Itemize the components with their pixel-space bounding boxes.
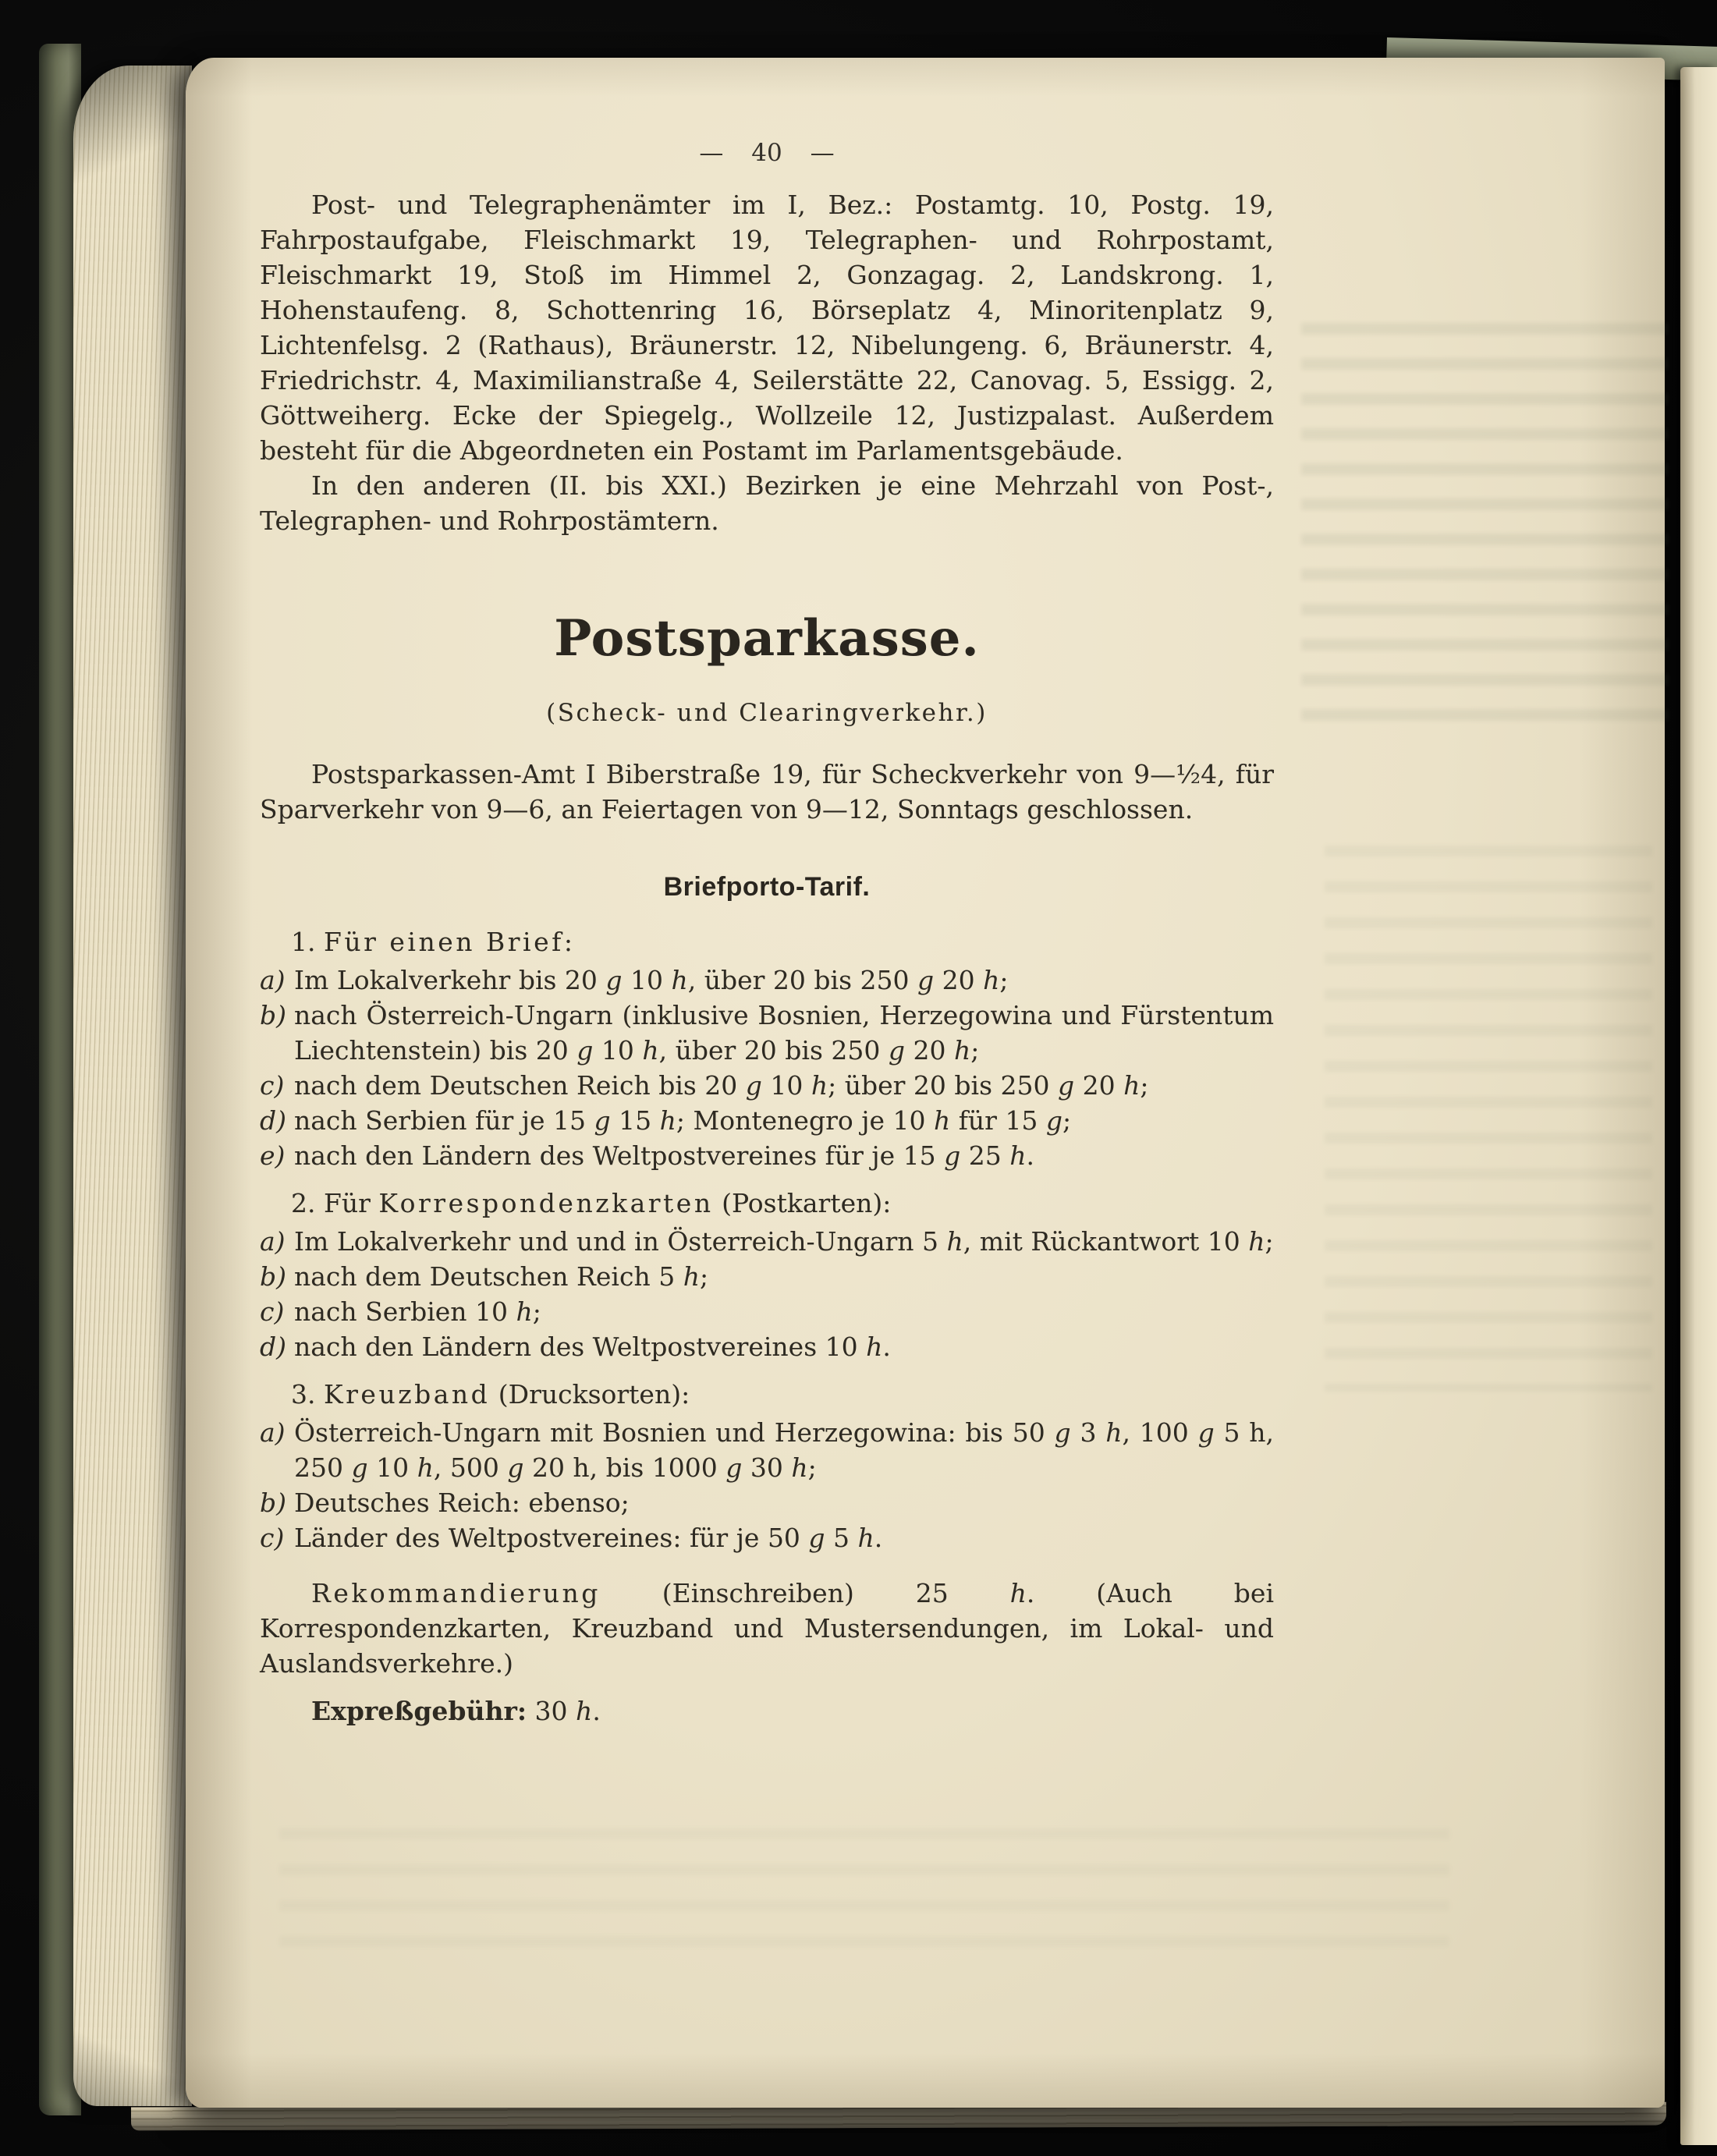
tariff-item-3a: [260, 1415, 1274, 1485]
item-label: e): [260, 1140, 286, 1171]
tariff-item-3b: [260, 1485, 1274, 1520]
tariff-title: Briefporto-Tarif.: [663, 872, 871, 902]
paragraph-express-fee: Expreßgebühr: 30 h.: [311, 1696, 601, 1726]
tariff-item-2c: [260, 1294, 1274, 1329]
tariff-item-1d: [260, 1103, 1274, 1138]
page-number: — 40 —: [699, 139, 835, 167]
item-label: d): [260, 1332, 286, 1362]
tariff-group-1-heading: 1. Für einen Brief:: [291, 927, 573, 957]
paragraph-districts: In den anderen (II. bis XXI.) Bezirken je eine Mehrzahl von Post-, Telegraphen- und Rohrpostämtern.: [260, 470, 1274, 536]
item-label: a): [260, 1226, 286, 1257]
tariff-item-2a: [260, 1224, 1274, 1259]
item-label: c): [260, 1070, 285, 1101]
page-content: [260, 139, 1274, 1729]
section-title: Postsparkasse.: [554, 609, 980, 668]
item-text: nach Österreich-Ungarn (inklusive Bosnien, Herzegowina und Fürstentum Liechtenstein) bis 20 g 10 h, über 20 bis 250 g 20 h;: [294, 1000, 1274, 1066]
ink-bleedthrough: [279, 1828, 1449, 1961]
ink-bleedthrough: [1301, 323, 1668, 744]
item-label: b): [260, 1261, 286, 1292]
item-text: Im Lokalverkehr und und in Österreich-Ungarn 5 h, mit Rückantwort 10 h;: [294, 1226, 1274, 1257]
tariff-item-3c: [260, 1520, 1274, 1555]
item-label: b): [260, 1488, 286, 1518]
tariff-group-3-heading: 3. Kreuzband (Drucksorten):: [291, 1379, 690, 1410]
tariff-item-2d: [260, 1329, 1274, 1364]
item-text: Im Lokalverkehr bis 20 g 10 h, über 20 bis 250 g 20 h;: [294, 965, 1009, 995]
next-page-edge: [1680, 67, 1717, 2145]
tariff-item-2b: [260, 1259, 1274, 1294]
page-stack-edges: [73, 66, 192, 2106]
section-subtitle: (Scheck- und Clearingverkehr.): [546, 699, 988, 727]
paragraph-office-hours: Postsparkassen-Amt I Biberstraße 19, für Scheckverkehr von 9—¹⁄₂4, für Sparverkehr von 9—6, an Feiertagen von 9—12, Sonntags geschlossen.: [260, 759, 1274, 824]
item-text: nach Serbien für je 15 g 15 h; Montenegro je 10 h für 15 g;: [294, 1105, 1072, 1136]
tariff-item-1e: [260, 1138, 1274, 1173]
tariff-item-1a: [260, 963, 1274, 998]
item-text: nach den Ländern des Weltpostvereines 10 h.: [294, 1332, 891, 1362]
item-text: Deutsches Reich: ebenso;: [294, 1488, 630, 1518]
item-label: b): [260, 1000, 286, 1030]
item-text: Länder des Weltpostvereines: für je 50 g 5 h.: [294, 1523, 883, 1553]
item-label: d): [260, 1105, 286, 1136]
tariff-item-1c: [260, 1068, 1274, 1103]
item-text: nach dem Deutschen Reich 5 h;: [294, 1261, 709, 1292]
ink-bleedthrough: [1325, 846, 1652, 1392]
item-text: nach den Ländern des Weltpostvereines für je 15 g 25 h.: [294, 1140, 1034, 1171]
item-text: nach Serbien 10 h;: [294, 1296, 541, 1327]
item-text: nach dem Deutschen Reich bis 20 g 10 h; über 20 bis 250 g 20 h;: [294, 1070, 1149, 1101]
paragraph-post-offices: Post- und Telegraphenämter im I, Bez.: Postamtg. 10, Postg. 19, Fahrpostaufgabe, Fleischmarkt 19, Telegraphen- und Rohrpostamt, Fleischmarkt 19, Stoß im Himmel 2, Gonzagag. 2, Landskrong. 1, Hohenstaufeng. 8, Schottenring 16, Börseplatz 4, Minoritenplatz 9, Lichtenfelsg. 2 (Rathaus), Bräunerstr. 12, Nibelungeng. 6, Bräunerstr. 4, Friedrichstr. 4, Maximilianstraße 4, Seilerstätte 22, Canovag. 5, Essigg. 2, Göttweiherg. Ecke der Spiegelg., Wollzeile 12, Justizpalast. Außerdem besteht für die Abgeordneten ein Postamt im Parlamentsgebäude.: [260, 190, 1274, 466]
item-label: c): [260, 1296, 285, 1327]
paragraph-rekommandierung: Rekommandierung (Einschreiben) 25 h. (Auch bei Korrespondenzkarten, Kreuzband und Mustersendungen, im Lokal- und Auslandsverkehre.): [260, 1578, 1275, 1679]
item-text: Österreich-Ungarn mit Bosnien und Herzegowina: bis 50 g 3 h, 100 g 5 h, 250 g 10 h, 500 g 20 h, bis 1000 g 30 h;: [294, 1417, 1274, 1483]
tariff-group-2-heading: 2. Für Korrespondenzkarten (Postkarten):: [291, 1188, 892, 1218]
book-page: [186, 58, 1665, 2108]
item-label: a): [260, 1417, 286, 1448]
tariff-item-1b: [260, 998, 1274, 1068]
item-label: a): [260, 965, 286, 995]
item-label: c): [260, 1523, 285, 1553]
